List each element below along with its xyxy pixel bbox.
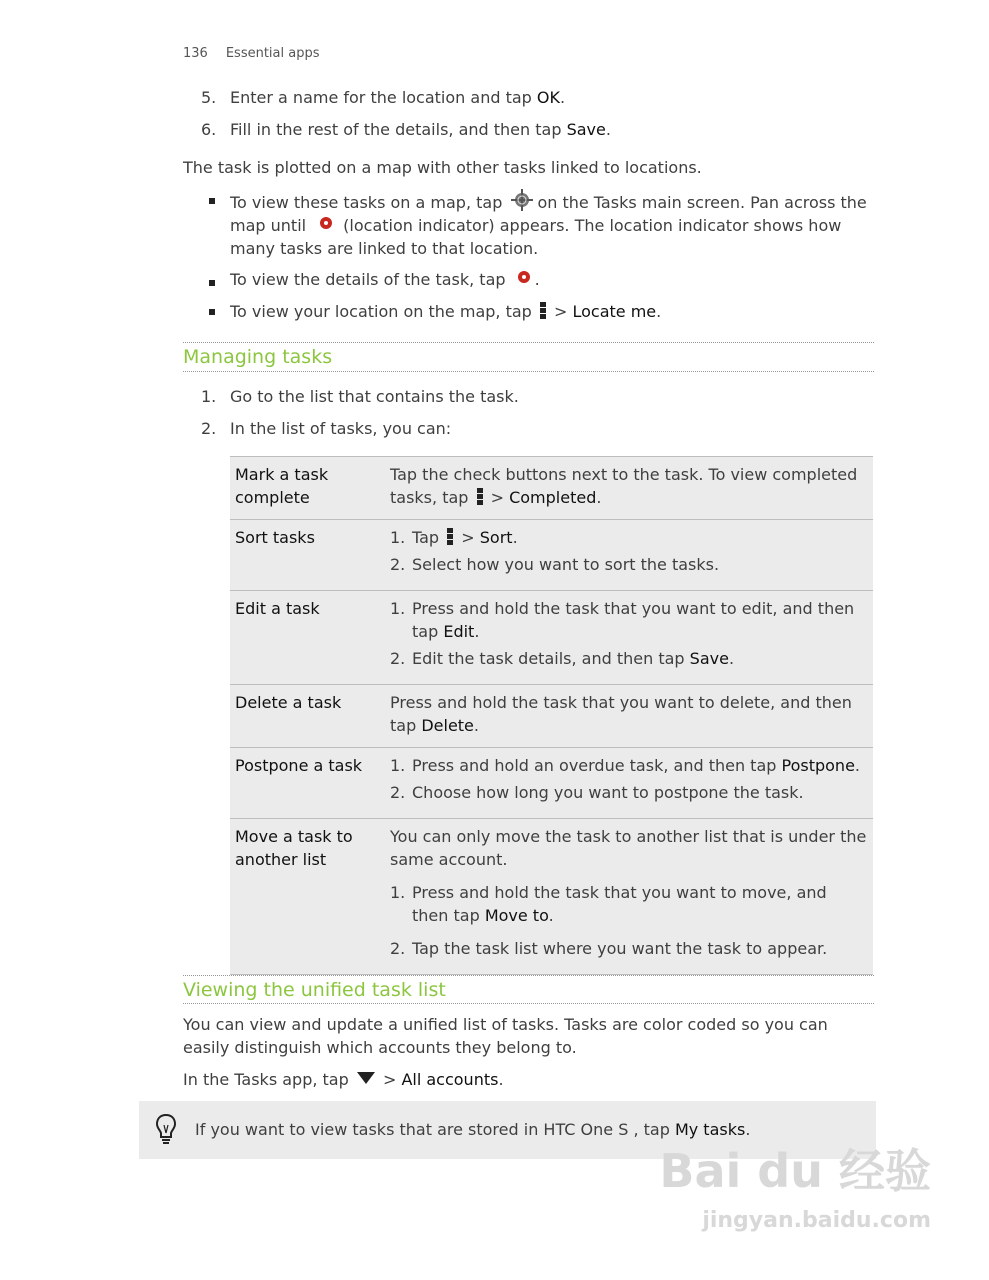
- bullet-marker: [209, 309, 215, 315]
- description-text: Press and hold the task that you want to delete, and then tap: [390, 693, 852, 735]
- bullet-text: To view these tasks on a map, tap: [230, 193, 503, 212]
- divider: [183, 1003, 874, 1004]
- sub-step-number: 1.: [390, 528, 406, 547]
- note-body: If you want to view tasks that are stored in HTC One S , tap: [195, 1120, 675, 1139]
- separator: >: [485, 488, 510, 507]
- sub-step-text: Press and hold the task that you want to edit, and then tap: [412, 599, 855, 641]
- sub-step: [390, 937, 868, 960]
- bold-term: Postpone: [781, 756, 855, 775]
- step-end: .: [559, 88, 566, 107]
- step-end: .: [605, 120, 611, 139]
- step-number: 6.: [201, 120, 217, 139]
- unified-paragraph: You can view and update a unified list of tasks. Tasks are color coded so you can easily distinguish which accounts they belong to.: [183, 1015, 828, 1057]
- description-text: You can only move the task to another list that is under the same account.: [390, 827, 867, 869]
- step-6: [201, 118, 881, 141]
- sub-step-text: Press and hold an overdue task, and then tap: [412, 756, 782, 775]
- sub-step: [390, 781, 868, 804]
- bullet-marker: [209, 198, 215, 204]
- step-text: Go to the list that contains the task.: [230, 387, 519, 406]
- divider: [183, 975, 874, 976]
- bold-term: Completed: [509, 488, 597, 507]
- action-cell: Move a task to another list: [230, 819, 385, 975]
- baidu-watermark-url: jingyan.baidu.com: [702, 1208, 931, 1233]
- description-cell: [385, 457, 873, 520]
- step-5: [201, 86, 881, 109]
- text-end: .: [596, 488, 602, 507]
- step-text: In the list of tasks, you can:: [230, 419, 452, 438]
- step-number: 1.: [201, 387, 217, 406]
- separator: >: [377, 1070, 402, 1089]
- table-row: [230, 457, 873, 520]
- separator: >: [548, 302, 573, 321]
- divider: [183, 342, 874, 343]
- table-row: [230, 748, 873, 819]
- bold-term: Save: [689, 649, 729, 668]
- location-indicator-icon: [515, 269, 533, 287]
- bold-term: All accounts: [401, 1070, 499, 1089]
- sub-step: [390, 526, 868, 549]
- sub-step: [390, 597, 868, 643]
- sub-step-number: 1.: [390, 883, 406, 902]
- section-title: Essential apps: [225, 46, 320, 61]
- task-actions-table: [230, 456, 873, 975]
- table-row: [230, 591, 873, 685]
- step-text: Enter a name for the location and tap: [230, 88, 537, 107]
- description-cell: [385, 748, 873, 819]
- sub-step-number: 2.: [390, 783, 406, 802]
- sub-step-number: 2.: [390, 555, 406, 574]
- action-cell: Delete a task: [230, 685, 385, 748]
- map-crosshair-icon: [511, 189, 533, 211]
- page-header: [183, 46, 320, 61]
- bullet-text: To view your location on the map, tap: [230, 302, 532, 321]
- sub-step: [390, 647, 868, 670]
- bullet-text: many tasks are linked to that location.: [230, 239, 539, 258]
- text-end: .: [498, 1070, 504, 1089]
- dropdown-triangle-icon: [356, 1071, 376, 1085]
- bold-term: Move to: [484, 906, 549, 925]
- managing-step-2: [201, 417, 452, 440]
- page-number: 136: [183, 46, 208, 61]
- location-indicator-icon: [317, 215, 335, 233]
- sub-step-text: Tap the task list where you want the task to appear.: [412, 939, 828, 958]
- bold-term: Sort: [479, 528, 513, 547]
- table-row: [230, 685, 873, 748]
- description-cell: [385, 520, 873, 591]
- sub-step-number: 2.: [390, 939, 406, 958]
- bullet-text: on the Tasks main screen. Pan across the: [537, 193, 867, 212]
- step-number: 5.: [201, 88, 217, 107]
- action-cell: Mark a task complete: [230, 457, 385, 520]
- sub-step: [390, 754, 868, 777]
- sub-step-text: Choose how long you want to postpone the task.: [412, 783, 804, 802]
- text-end: .: [728, 649, 735, 668]
- bullet-view-on-map: [230, 189, 880, 260]
- table-row: [230, 819, 873, 975]
- bullet-locate-me: [230, 300, 661, 323]
- bullet-view-details: [230, 268, 540, 291]
- unified-instruction: [183, 1068, 504, 1091]
- bullet-end: .: [656, 302, 662, 321]
- sub-step-text: Edit the task details, and then tap: [412, 649, 690, 668]
- sub-step-text: Tap: [412, 528, 440, 547]
- step-number: 2.: [201, 419, 217, 438]
- bullet-text: To view the details of the task, tap: [230, 270, 506, 289]
- text-end: .: [745, 1120, 751, 1139]
- menu-icon: [447, 528, 453, 546]
- baidu-watermark: Bai du 经验: [659, 1144, 931, 1198]
- bold-term: Locate me: [572, 302, 657, 321]
- bold-term: My tasks: [674, 1120, 746, 1139]
- description-cell: [385, 591, 873, 685]
- intro-text: The task is plotted on a map with other tasks linked to locations.: [183, 158, 702, 177]
- sub-step-number: 2.: [390, 649, 406, 668]
- bullet-text: (location indicator) appears. The location indicator shows how: [343, 216, 842, 235]
- bold-term: Edit: [443, 622, 475, 641]
- sub-step-text: Press and hold the task that you want to move, and then tap: [412, 883, 827, 925]
- text-end: .: [473, 716, 479, 735]
- separator: >: [456, 528, 480, 547]
- menu-icon: [540, 302, 546, 320]
- description-cell: [385, 819, 873, 975]
- text-end: .: [854, 756, 860, 775]
- description-cell: [385, 685, 873, 748]
- step-text: Fill in the rest of the details, and then tap: [230, 120, 567, 139]
- text-end: .: [548, 906, 554, 925]
- managing-step-1: [201, 385, 519, 408]
- text-end: .: [474, 622, 480, 641]
- sub-step: [390, 553, 868, 576]
- bullet-text: map until: [230, 216, 307, 235]
- managing-tasks-heading: Managing tasks: [183, 346, 333, 368]
- divider: [183, 371, 874, 372]
- lightbulb-icon: [155, 1113, 177, 1147]
- bullet-marker: [209, 280, 215, 286]
- instruction-text: In the Tasks app, tap: [183, 1070, 349, 1089]
- action-cell: Postpone a task: [230, 748, 385, 819]
- unified-list-heading: Viewing the unified task list: [183, 979, 446, 1001]
- step-bold: Save: [566, 120, 606, 139]
- sub-step-number: 1.: [390, 756, 406, 775]
- sub-step: [390, 881, 868, 927]
- bold-term: Delete: [421, 716, 474, 735]
- description-text: Tap the check buttons next to the task. To view completed tasks, tap: [390, 465, 858, 507]
- action-cell: Sort tasks: [230, 520, 385, 591]
- sub-step-text: Select how you want to sort the tasks.: [412, 555, 720, 574]
- menu-icon: [477, 488, 483, 506]
- table-row: [230, 520, 873, 591]
- text-end: .: [512, 528, 518, 547]
- action-cell: Edit a task: [230, 591, 385, 685]
- step-bold: OK: [536, 88, 560, 107]
- bullet-text: .: [534, 270, 540, 289]
- sub-step-number: 1.: [390, 599, 406, 618]
